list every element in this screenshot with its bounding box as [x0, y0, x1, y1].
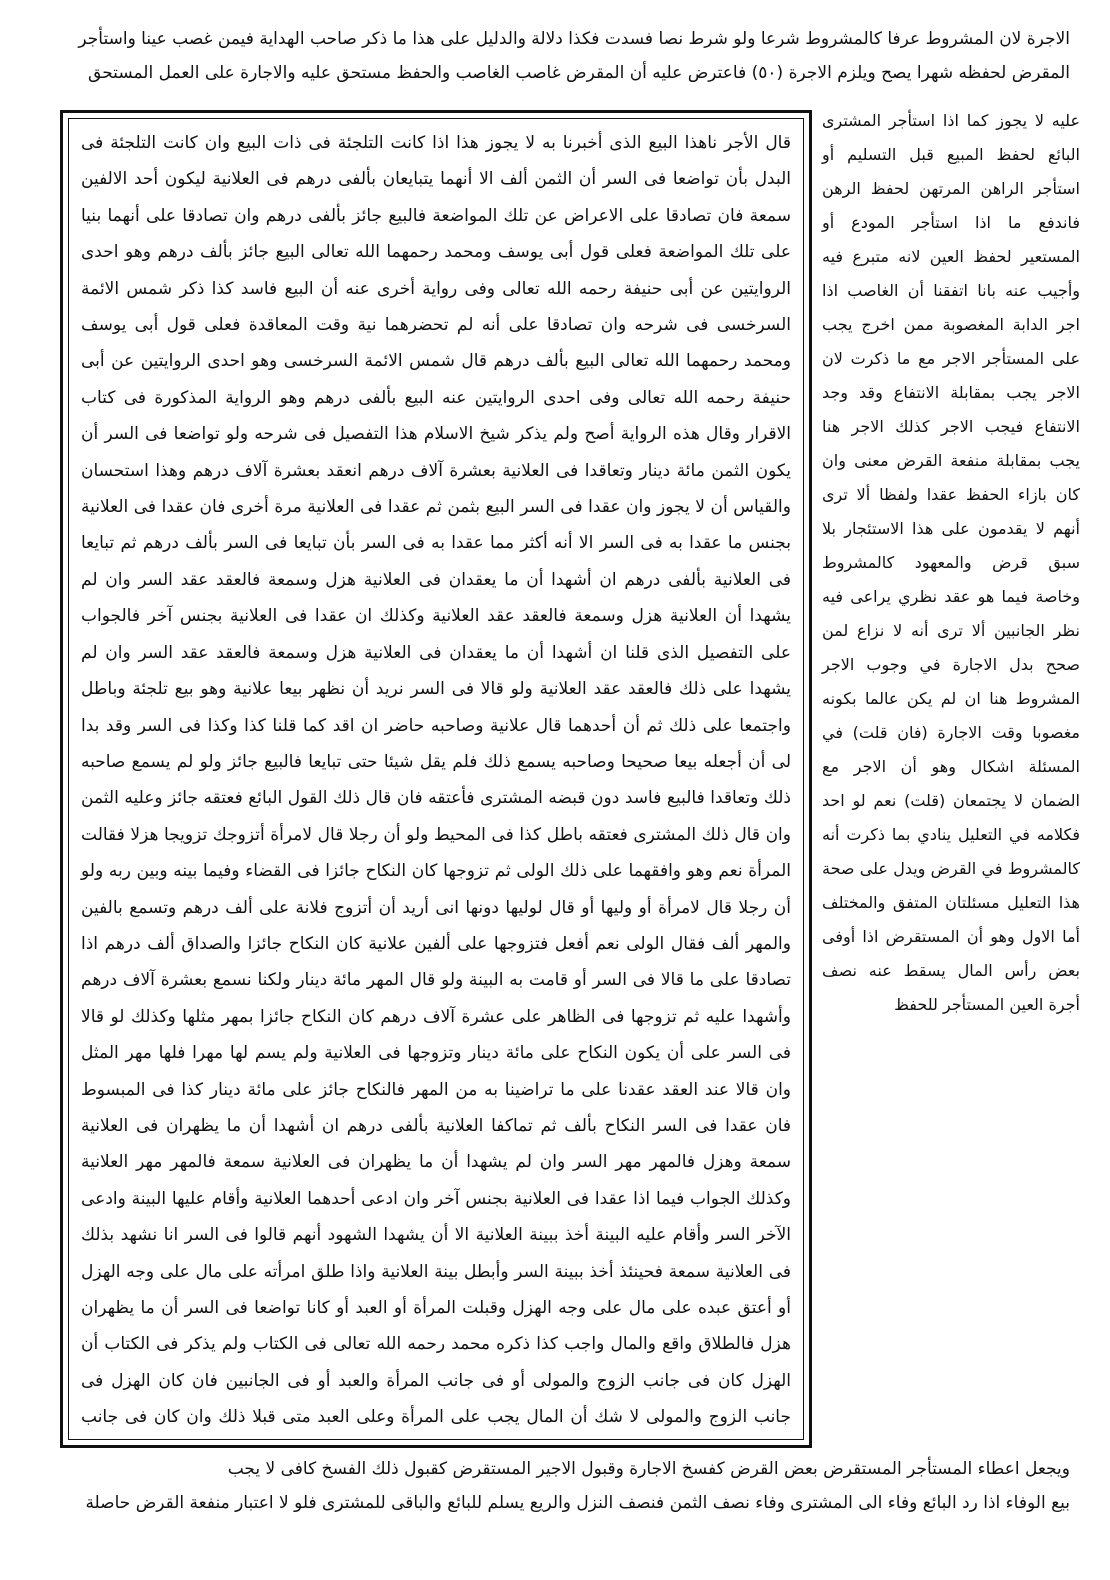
- bottom-gloss-line: بيع الوفاء اذا رد البائع وفاء الى المشترى وفاء نصف الثمن فنصف النزل والريع يسلم للبائع والباقى للمشترى فلو لا اعتبار منفعة القرض حاصلة: [85, 1493, 1070, 1513]
- side-margin-commentary: [822, 104, 1080, 1022]
- top-margin-commentary: [40, 22, 1070, 90]
- main-text-body: [81, 125, 791, 1440]
- main-text-inner-frame: [68, 118, 804, 1440]
- main-text-frame: [60, 110, 812, 1448]
- top-gloss-line: الاجرة لان المشروط عرفا كالمشروط شرعا ولو شرط نصا فسدت فكذا دلالة والدليل على هذا ما ذكر صاحب الهداية فيمن غصب عينا واستأجر: [78, 29, 1070, 49]
- top-gloss-line: المقرض لحفظه شهرا يصح ويلزم الاجرة (٥٠) فاعترض عليه أن المقرض غاصب الغاصب والحفظ مستحق عليه والاجارة على العمل المستحق: [88, 63, 1070, 83]
- side-gloss-text: عليه لا يجوز كما اذا استأجر المشترى البائع لحفظ المبيع قبل التسليم أو استأجر الراهن المرتهن لحفظ الرهن فاندفع ما اذا استأجر المودع أو المستعير لحفظ العين لانه متبرع فيه وأجيب عنه بانا اتفقنا أن الغاصب اذا اجر الدابة المغصوبة ممن اخرج يجب على المستأجر الاجر مع ما ذكرت لان الاجر يجب بمقابلة الانتفاع وقد وجد الانتفاع فيجب الاجر كذلك الاجر هنا يجب بمقابلة منفعة القرض معنى وان كان بازاء الحفظ عقدا ولفظا ألا ترى أنهم لا يقدمون على هذا الاستئجار بلا سبق قرض والمعهود كالمشروط وخاصة فيما هو عقد نظري يراعى فيه نظر الجانبين ألا ترى أنه لا نزاع لمن صحح بدل الاجارة في وجوب الاجر المشروط هنا ان لم يكن عالما بكونه مغصوبا وقت الاجارة (فان قلت) في المسئلة اشكال وهو أن الاجر مع الضمان لا يجتمعان (قلت) نعم لو احد فكلامه في التعليل ينادي بما ذكرت أنه كالمشروط في القرض ويدل على صحة هذا التعليل مسئلتان المتفق والمختلف أما الاول وهو أن المستقرض اذا أوفى بعض رأس المال يسقط عنه نصف أجرة العين المستأجر للحفظ: [822, 111, 1080, 1014]
- bottom-gloss-line: ويجعل اعطاء المستأجر المستقرض بعض القرض كفسخ الاجارة وقبول الاجير المستقرض كقبول ذلك الفسخ كافى لا يجب: [227, 1459, 1070, 1479]
- main-paragraph: قال الأجر ناهذا البيع الذى أخبرنا به لا يجوز هذا اذا كانت التلجئة فى ذات البيع وان كانت التلجئة فى البدل بأن تواضعا فى السر أن الثمن ألف الا أنهما يتبايعان بألفى درهم فى العلانية ليكون أحد الالفين سمعة فان تصادقا على الاعراض عن تلك المواضعة فالبيع جائز بألفى درهم وان تصادقا على أنهما بنيا على تلك المواضعة فعلى قول أبى يوسف ومحمد رحمهما الله تعالى البيع جائز بألف درهم وهو احدى الروايتين عن أبى حنيفة رحمه الله تعالى وفى رواية أخرى عنه أن البيع فاسد كذا ذكر شمس الائمة السرخسى فى شرحه وان تصادقا على أنه لم تحضرهما نية وقت المعاقدة فعلى قول أبى يوسف ومحمد رحمهما الله تعالى البيع بألف درهم قال شمس الائمة السرخسى وهو احدى الروايتين عن أبى حنيفة رحمه الله تعالى وفى احدى الروايتين عنه البيع بألفى درهم وهو الرواية المذكورة فى كتاب الاقرار وقال هذه الرواية أصح ولم يذكر شيخ الاسلام هذا التفصيل فى شرحه ولو تواضعا فى السر أن يكون الثمن مائة دينار وتعاقدا فى العلانية بعشرة آلاف درهم انعقد بعشرة آلاف درهم وهذا استحسان والقياس أن لا يجوز وان عقدا فى السر البيع بثمن ثم عقدا فى العلانية مرة أخرى فان عقدا فى العلانية بجنس ما عقدا به فى السر الا أنه أكثر مما عقدا به فى السر بأن تبايعا فى السر بألف درهم ثم تبايعا فى العلانية بألفى درهم ان أشهدا أن ما يعقدان فى العلانية هزل وسمعة فالعقد عقد السر وان لم يشهدا أن العلانية هزل وسمعة فالعقد عقد العلانية وكذلك ان عقدا فى العلانية بجنس آخر فالجواب على التفصيل الذى قلنا ان أشهدا أن ما يعقدان فى العلانية هزل وسمعة فالعقد عقد السر وان لم يشهدا على ذلك فالعقد عقد العلانية ولو قالا فى السر نريد أن نظهر بيعا علانية وهو بيع تلجئة وباطل واجتمعا على ذلك ثم أن أحدهما قال علانية وصاحبه حاضر ان اقد كما قلنا كذا وكذا فى السر وقد بدا لى أن أجعله بيعا صحيحا وصاحبه يسمع ذلك فلم يقل شيئا حتى تبايعا فالبيع جائز ولو لم يسمع صاحبه ذلك وتعاقدا فالبيع فاسد دون قبضه المشترى فأعتقه فان قال ذلك القول البائع فعتقه جائز وعليه الثمن وان قال ذلك المشترى فعتقه باطل كذا فى المحيط ولو أن رجلا قال لامرأة أتزوجك تزويجا هزلا فقالت المرأة نعم وهو وافقهما على ذلك الولى ثم تزوجها كان النكاح جائزا فى القضاء وفيما بينه وبين ربه ولو أن رجلا قال لامرأة أو وليها أو قال لوليها دونها انى أريد أن أتزوج فلانة على ألف درهم وتسمع بالفين والمهر ألف فقال الولى نعم أفعل فتزوجها على ألفين علانية كان النكاح جائزا والصداق ألف درهم اذا تصادقا على ما قالا فى السر أو قامت به البينة ولو قال المهر مائة دينار ولكنا نسمع بعشرة آلاف درهم وأشهدا عليه ثم تزوجها فى الظاهر على عشرة آلاف درهم كان النكاح جائزا بمهر مثلها وكذلك لو قالا فى السر على أن يكون النكاح على مائة دينار وتزوجها فى العلانية ولم يسم لها مهرا فلها مهر المثل وان قالا عند العقد عقدنا على ما تراضينا به من المهر فالنكاح جائز على مائة دينار كذا فى المبسوط فان عقدا فى السر النكاح بألف ثم تماكفا العلانية بألفى درهم ان أشهدا أن ما يظهران فى العلانية سمعة وهزل فالمهر مهر السر وان لم يشهدا أن ما يظهران فى العلانية سمعة فالمهر مهر العلانية وكذلك الجواب فيما اذا عقدا فى العلانية بجنس آخر وان ادعى أحدهما العلانية وأقام عليها البينة وادعى الآخر السر وأقام عليه البينة أخذ ببينة العلانية الا أن يشهدا الشهود أنهم قالوا فى السر انا نشهد بذلك فى العلانية سمعة فحينئذ أخذ ببينة السر وأبطل بينة العلانية واذا طلق امرأته على مال على وجه الهزل أو أعتق عبده على مال على وجه الهزل وقبلت المرأة أو العبد أو كانا تواضعا فى السر أن ما يظهران هزل فالطلاق واقع والمال واجب كذا ذكره محمد رحمه الله تعالى فى الكتاب ولم يذكر فى الكتاب أن الهزل كان فى جانب الزوج والمولى أو فى جانب المرأة والعبد أو فى الجانبين فان كان الهزل فى جانب الزوج والمولى لا شك أن المال يجب على المرأة وعلى العبد متى قبلا ذلك وان كان فى جانب: [81, 133, 791, 1428]
- bottom-margin-commentary: [40, 1452, 1070, 1520]
